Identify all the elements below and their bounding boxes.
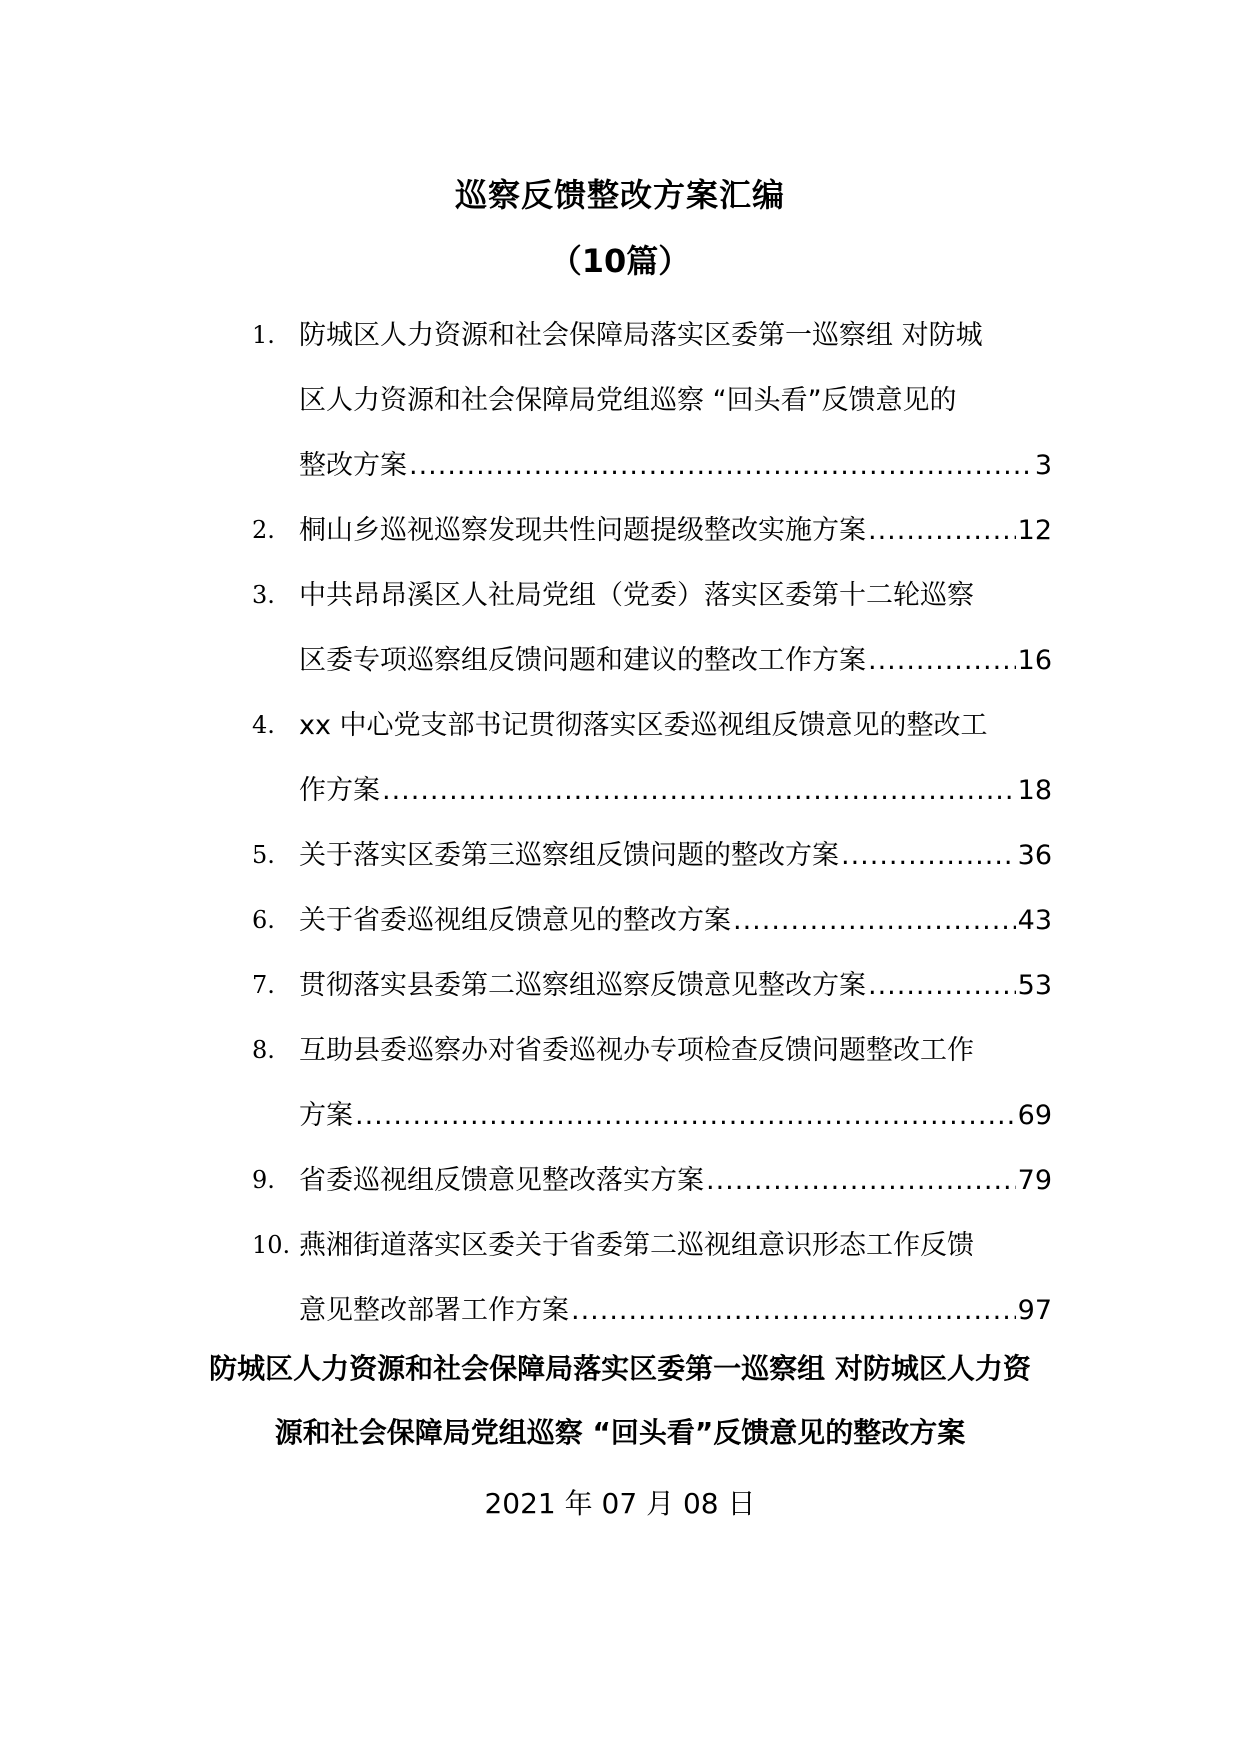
- toc-entry: [252, 1018, 1052, 1148]
- toc-entry-text: 关于落实区委第三巡察组反馈问题的整改方案: [299, 840, 839, 871]
- document-subtitle: （10篇）: [549, 242, 691, 280]
- toc-entry-number: 9.: [252, 1166, 275, 1194]
- toc-entry-text: 意见整改部署工作方案: [299, 1295, 569, 1326]
- document-date: 2021 年 07 月 08 日: [484, 1487, 756, 1520]
- toc-entry-text: 燕湘街道落实区委关于省委第二巡视组意识形态工作反馈: [299, 1230, 974, 1261]
- toc-entry-number: 6.: [252, 906, 275, 934]
- toc-entry: [252, 953, 1052, 1018]
- toc-dot-leader: [409, 433, 1033, 498]
- toc-entry-text: xx 中心党支部书记贯彻落实区委巡视组反馈意见的整改工: [299, 710, 988, 741]
- toc-page-number: 43: [1017, 905, 1052, 936]
- toc-entry: [252, 888, 1052, 953]
- toc-entry-text: 中共昂昂溪区人社局党组（党委）落实区委第十二轮巡察: [299, 580, 974, 611]
- toc-page-number: 79: [1017, 1165, 1052, 1196]
- toc-entry: [252, 563, 1052, 693]
- toc-entry: [252, 498, 1052, 563]
- toc-entry-text: 互助县委巡察办对省委巡视办专项检查反馈问题整改工作: [299, 1035, 974, 1066]
- toc-entry-text: 贯彻落实县委第二巡察组巡察反馈意见整改方案: [299, 970, 866, 1001]
- toc-entry-final-line: [299, 498, 1052, 563]
- toc-entry-number: 2.: [252, 516, 275, 544]
- toc-entry-text: 方案: [299, 1100, 353, 1131]
- toc-dot-leader: [868, 953, 1016, 1018]
- toc-dot-leader: [841, 823, 1016, 888]
- toc-entry-number: 5.: [252, 841, 275, 869]
- section-heading-line: 源和社会保障局党组巡察 “回头看”反馈意见的整改方案: [274, 1416, 966, 1449]
- toc-entry-final-line: [299, 1083, 1052, 1148]
- document-title: 巡察反馈整改方案汇编: [454, 176, 785, 214]
- toc-entry-number: 3.: [252, 581, 275, 609]
- toc-entry-number: 4.: [252, 711, 275, 739]
- toc-entry: [252, 823, 1052, 888]
- section-heading: [175, 1337, 1065, 1465]
- toc-entry: [252, 693, 1052, 823]
- table-of-contents: [252, 303, 1052, 1343]
- toc-entry-final-line: [299, 1278, 1052, 1343]
- toc-entry-final-line: [299, 433, 1052, 498]
- toc-entry-text: 作方案: [299, 775, 380, 806]
- toc-dot-leader: [733, 888, 1016, 953]
- toc-entry-number: 8.: [252, 1036, 275, 1064]
- toc-entry-text: 省委巡视组反馈意见整改落实方案: [299, 1165, 704, 1196]
- toc-dot-leader: [382, 758, 1016, 823]
- toc-page-number: 97: [1017, 1295, 1052, 1326]
- toc-entry: [252, 1148, 1052, 1213]
- toc-entry-text: 桐山乡巡视巡察发现共性问题提级整改实施方案: [299, 515, 866, 546]
- section-heading-line: 防城区人力资源和社会保障局落实区委第一巡察组 对防城区人力资: [209, 1352, 1031, 1385]
- toc-entry-final-line: [299, 823, 1052, 888]
- toc-entry-text: 整改方案: [299, 450, 407, 481]
- toc-entry: [252, 303, 1052, 498]
- toc-dot-leader: [355, 1083, 1016, 1148]
- toc-dot-leader: [868, 628, 1016, 693]
- toc-page-number: 69: [1017, 1100, 1052, 1131]
- toc-entry: [252, 1213, 1052, 1343]
- toc-page-number: 16: [1017, 645, 1052, 676]
- toc-entry-final-line: [299, 888, 1052, 953]
- toc-page-number: 12: [1017, 515, 1052, 546]
- toc-entry-text: 关于省委巡视组反馈意见的整改方案: [299, 905, 731, 936]
- toc-entry-final-line: [299, 628, 1052, 693]
- toc-entry-final-line: [299, 758, 1052, 823]
- toc-entry-final-line: [299, 953, 1052, 1018]
- toc-dot-leader: [571, 1278, 1016, 1343]
- toc-entry-number: 1.: [252, 321, 275, 349]
- toc-entry-final-line: [299, 1148, 1052, 1213]
- toc-dot-leader: [706, 1148, 1016, 1213]
- toc-entry-text: 防城区人力资源和社会保障局落实区委第一巡察组 对防城: [299, 320, 983, 351]
- toc-page-number: 36: [1017, 840, 1052, 871]
- toc-page-number: 18: [1017, 775, 1052, 806]
- toc-dot-leader: [868, 498, 1016, 563]
- toc-entry-text: 区委专项巡察组反馈问题和建议的整改工作方案: [299, 645, 866, 676]
- toc-entry-text: 区人力资源和社会保障局党组巡察 “回头看”反馈意见的: [299, 385, 957, 416]
- toc-page-number: 3: [1034, 450, 1052, 481]
- toc-entry-number: 7.: [252, 971, 275, 999]
- toc-entry-number: 10.: [252, 1231, 291, 1259]
- toc-page-number: 53: [1017, 970, 1052, 1001]
